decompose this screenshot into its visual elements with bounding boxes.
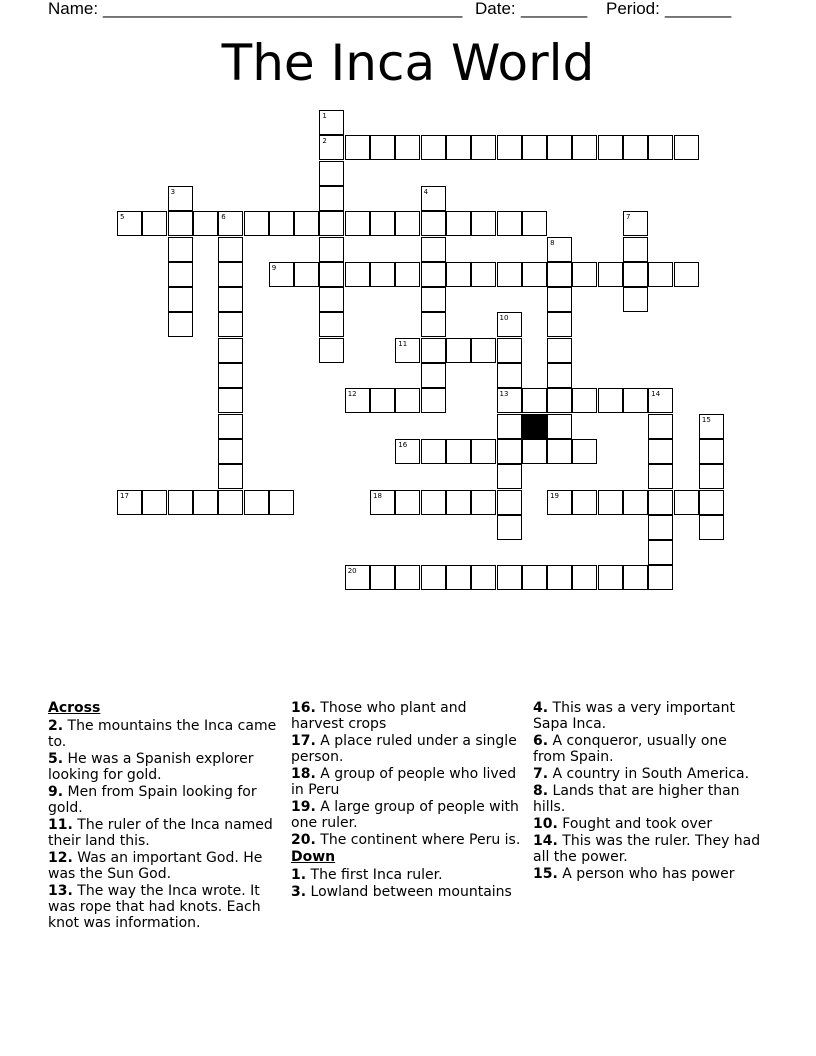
grid-cell[interactable]: [421, 135, 446, 160]
grid-cell[interactable]: [370, 490, 395, 515]
clue-across-18: 18. A group of people who lived in Peru: [291, 766, 517, 798]
grid-cell[interactable]: [648, 490, 673, 515]
grid-cell[interactable]: [699, 414, 724, 439]
grid-cell[interactable]: [370, 262, 395, 287]
grid-cell[interactable]: [446, 565, 471, 590]
clue-down-14: 14. This was the ruler. They had all the power.: [533, 833, 761, 865]
grid-cell[interactable]: [218, 287, 243, 312]
cell-number: 6: [221, 213, 226, 222]
grid-cell[interactable]: [648, 565, 673, 590]
grid-cell[interactable]: [421, 338, 446, 363]
grid-cell[interactable]: [421, 287, 446, 312]
grid-cell[interactable]: [395, 439, 420, 464]
grid-cell[interactable]: [269, 262, 294, 287]
clue-across-17: 17. A place ruled under a single person.: [291, 733, 517, 765]
grid-cell[interactable]: [623, 211, 648, 236]
cell-number: 2: [322, 137, 327, 146]
grid-cell[interactable]: [497, 211, 522, 236]
grid-cell[interactable]: [522, 135, 547, 160]
grid-cell[interactable]: [218, 490, 243, 515]
clue-across-16: 16. Those who plant and harvest crops: [291, 700, 467, 732]
grid-cell[interactable]: [421, 211, 446, 236]
grid-cell[interactable]: [623, 565, 648, 590]
grid-cell[interactable]: [421, 565, 446, 590]
grid-cell[interactable]: [168, 211, 193, 236]
period-label: Period:: [606, 0, 660, 18]
grid-cell[interactable]: [598, 388, 623, 413]
clues-column-2: [291, 700, 521, 901]
cell-number: 8: [550, 238, 555, 247]
cell-number: 12: [347, 390, 357, 399]
grid-cell[interactable]: [370, 135, 395, 160]
grid-cell[interactable]: [598, 565, 623, 590]
grid-cell[interactable]: [674, 135, 699, 160]
grid-cell[interactable]: [648, 135, 673, 160]
clue-down-15: 15. A person who has power: [533, 866, 735, 882]
grid-cell[interactable]: [345, 388, 370, 413]
grid-cell[interactable]: [421, 363, 446, 388]
grid-cell[interactable]: [572, 565, 597, 590]
grid-cell[interactable]: [168, 287, 193, 312]
grid-cell[interactable]: [497, 312, 522, 337]
grid-cell[interactable]: [421, 186, 446, 211]
grid-cell[interactable]: [345, 262, 370, 287]
down-heading: Down: [291, 849, 336, 865]
grid-cell[interactable]: [218, 338, 243, 363]
grid-cell[interactable]: [218, 439, 243, 464]
grid-cell[interactable]: [547, 363, 572, 388]
grid-cell[interactable]: [370, 565, 395, 590]
grid-cell[interactable]: [218, 211, 243, 236]
cell-number: 18: [373, 491, 382, 500]
grid-cell[interactable]: [522, 388, 547, 413]
grid-cell[interactable]: [269, 490, 294, 515]
cell-number: 17: [120, 491, 129, 500]
grid-cell[interactable]: [319, 237, 344, 262]
grid-cell[interactable]: [497, 439, 522, 464]
grid-cell[interactable]: [497, 490, 522, 515]
grid-cell[interactable]: [471, 211, 496, 236]
grid-cell[interactable]: [547, 135, 572, 160]
cell-number: 10: [499, 314, 509, 323]
grid-cell[interactable]: [244, 490, 269, 515]
grid-cell[interactable]: [319, 312, 344, 337]
grid-cell[interactable]: [218, 388, 243, 413]
grid-cell[interactable]: [218, 312, 243, 337]
grid-cell[interactable]: [547, 439, 572, 464]
grid-cell[interactable]: [598, 262, 623, 287]
grid-cell[interactable]: [497, 262, 522, 287]
grid-cell[interactable]: [648, 464, 673, 489]
grid-cell[interactable]: [142, 490, 167, 515]
cell-number: 1: [322, 112, 327, 120]
grid-cell[interactable]: [547, 490, 572, 515]
grid-cell[interactable]: [168, 186, 193, 211]
page-title: The Inca World: [221, 34, 595, 92]
grid-cell[interactable]: [421, 237, 446, 262]
grid-cell[interactable]: [623, 490, 648, 515]
cell-number: 7: [626, 213, 631, 222]
grid-cell[interactable]: [395, 388, 420, 413]
grid-cell[interactable]: [522, 211, 547, 236]
cell-number: 14: [651, 390, 661, 399]
grid-cell[interactable]: [572, 388, 597, 413]
cell-number: 13: [499, 390, 509, 399]
grid-cell[interactable]: [168, 312, 193, 337]
grid-cell[interactable]: [547, 237, 572, 262]
grid-cell[interactable]: [598, 135, 623, 160]
grid-cell[interactable]: [471, 135, 496, 160]
grid-cell[interactable]: [648, 540, 673, 565]
grid-cell[interactable]: [699, 439, 724, 464]
grid-cell[interactable]: [294, 211, 319, 236]
clue-across-20: 20. The continent where Peru is.: [291, 832, 521, 848]
grid-cell[interactable]: [370, 211, 395, 236]
clue-across-5: 5. He was a Spanish explorer looking for gold.: [48, 751, 254, 783]
grid-cell[interactable]: [623, 262, 648, 287]
grid-cell[interactable]: [168, 262, 193, 287]
grid-cell[interactable]: [547, 287, 572, 312]
grid-cell[interactable]: [547, 338, 572, 363]
grid-cell[interactable]: [497, 464, 522, 489]
grid-cell[interactable]: [699, 490, 724, 515]
clue-down-3: 3. Lowland between mountains: [291, 884, 512, 900]
grid-cell[interactable]: [193, 490, 218, 515]
grid-cell[interactable]: [319, 186, 344, 211]
grid-cell[interactable]: [117, 490, 142, 515]
grid-cell[interactable]: [674, 262, 699, 287]
grid-cell[interactable]: [446, 490, 471, 515]
grid-cell[interactable]: [395, 135, 420, 160]
grid-cell[interactable]: [497, 414, 522, 439]
grid-cell[interactable]: [623, 287, 648, 312]
grid-cell[interactable]: [674, 490, 699, 515]
grid-cell[interactable]: [699, 515, 724, 540]
grid-cell[interactable]: [345, 135, 370, 160]
grid-cell[interactable]: [471, 262, 496, 287]
grid-cell[interactable]: [471, 565, 496, 590]
grid-cell[interactable]: [319, 262, 344, 287]
grid-cell[interactable]: [547, 262, 572, 287]
grid-cell[interactable]: [497, 135, 522, 160]
clue-across-13: 13. The way the Inca wrote. It was rope that had knots. Each knot was information.: [48, 883, 261, 931]
grid-cell[interactable]: [547, 414, 572, 439]
period-field[interactable]: _______: [665, 0, 732, 18]
grid-cell[interactable]: [319, 161, 344, 186]
grid-cell[interactable]: [446, 439, 471, 464]
name-label: Name:: [48, 0, 99, 18]
grid-cell[interactable]: [294, 262, 319, 287]
grid-cell[interactable]: [319, 287, 344, 312]
grid-cell[interactable]: [623, 135, 648, 160]
grid-cell[interactable]: [218, 464, 243, 489]
grid-cell[interactable]: [421, 439, 446, 464]
grid-cell[interactable]: [117, 211, 142, 236]
grid-cell[interactable]: [446, 338, 471, 363]
grid-cell[interactable]: [572, 490, 597, 515]
grid-cell[interactable]: [421, 490, 446, 515]
grid-cell[interactable]: [471, 439, 496, 464]
grid-cell[interactable]: [395, 565, 420, 590]
grid-cell[interactable]: [522, 565, 547, 590]
clue-down-6: 6. A conqueror, usually one from Spain.: [533, 733, 727, 765]
grid-cell[interactable]: [421, 388, 446, 413]
clues-column-1: [48, 700, 278, 932]
grid-cell[interactable]: [547, 565, 572, 590]
grid-cell[interactable]: [648, 388, 673, 413]
grid-cell[interactable]: [421, 262, 446, 287]
clue-down-4: 4. This was a very important Sapa Inca.: [533, 700, 735, 732]
grid-cell[interactable]: [345, 211, 370, 236]
grid-cell[interactable]: [395, 490, 420, 515]
grid-cell[interactable]: [370, 388, 395, 413]
black-square: [522, 414, 547, 439]
grid-cell[interactable]: [244, 211, 269, 236]
grid-cell[interactable]: [648, 262, 673, 287]
grid-cell[interactable]: [218, 414, 243, 439]
grid-cell[interactable]: [598, 490, 623, 515]
grid-cell[interactable]: [547, 312, 572, 337]
grid-cell[interactable]: [522, 262, 547, 287]
grid-cell[interactable]: [319, 110, 344, 135]
clue-across-11: 11. The ruler of the Inca named their land this.: [48, 817, 273, 849]
grid-cell[interactable]: [497, 565, 522, 590]
grid-cell[interactable]: [497, 388, 522, 413]
cell-number: 5: [120, 213, 125, 222]
across-heading: Across: [48, 700, 101, 716]
grid-cell[interactable]: [319, 211, 344, 236]
cell-number: 20: [347, 567, 357, 576]
cell-number: 19: [550, 491, 560, 500]
clue-down-10: 10. Fought and took over: [533, 816, 713, 832]
grid-cell[interactable]: [446, 262, 471, 287]
grid-cell[interactable]: [421, 312, 446, 337]
grid-cell[interactable]: [648, 515, 673, 540]
clue-down-1: 1. The first Inca ruler.: [291, 867, 443, 883]
cell-number: 15: [701, 415, 711, 424]
grid-cell[interactable]: [395, 338, 420, 363]
clue-across-12: 12. Was an important God. He was the Sun God.: [48, 850, 263, 882]
name-field[interactable]: ______________________________________: [103, 0, 463, 18]
grid-cell[interactable]: [522, 439, 547, 464]
grid-cell[interactable]: [648, 414, 673, 439]
grid-cell[interactable]: [218, 262, 243, 287]
grid-cell[interactable]: [572, 135, 597, 160]
grid-cell[interactable]: [218, 363, 243, 388]
grid-cell[interactable]: [471, 490, 496, 515]
grid-cell[interactable]: [497, 515, 522, 540]
grid-cell[interactable]: [395, 262, 420, 287]
clue-down-8: 8. Lands that are higher than hills.: [533, 783, 740, 815]
grid-cell[interactable]: [395, 211, 420, 236]
grid-cell[interactable]: [623, 237, 648, 262]
grid-cell[interactable]: [497, 338, 522, 363]
clue-down-7: 7. A country in South America.: [533, 766, 750, 782]
grid-cell[interactable]: [547, 388, 572, 413]
grid-cell[interactable]: [648, 439, 673, 464]
grid-cell[interactable]: [218, 237, 243, 262]
grid-cell[interactable]: [319, 135, 344, 160]
grid-cell[interactable]: [319, 338, 344, 363]
grid-cell[interactable]: [168, 237, 193, 262]
cell-number: 9: [271, 263, 277, 272]
grid-cell[interactable]: [345, 565, 370, 590]
grid-cell[interactable]: [168, 490, 193, 515]
grid-cell[interactable]: [572, 262, 597, 287]
clues-column-3: [533, 700, 763, 883]
date-label: Date:: [475, 0, 516, 18]
grid-cell[interactable]: [269, 211, 294, 236]
grid-cell[interactable]: [572, 439, 597, 464]
clue-across-2: 2. The mountains the Inca came to.: [48, 718, 277, 750]
grid-cell[interactable]: [497, 363, 522, 388]
grid-cell[interactable]: [142, 211, 167, 236]
cell-number: 4: [423, 187, 429, 196]
grid-cell[interactable]: [446, 135, 471, 160]
date-field[interactable]: _______: [521, 0, 588, 18]
cell-number: 3: [170, 187, 176, 196]
grid-cell[interactable]: [446, 211, 471, 236]
cell-number: 16: [398, 440, 408, 449]
cell-number: 11: [398, 339, 408, 348]
clue-across-9: 9. Men from Spain looking for gold.: [48, 784, 257, 816]
grid-cell[interactable]: [699, 464, 724, 489]
grid-cell[interactable]: [193, 211, 218, 236]
grid-cell[interactable]: [623, 388, 648, 413]
grid-cell[interactable]: [471, 338, 496, 363]
clue-across-19: 19. A large group of people with one ruler.: [291, 799, 519, 831]
